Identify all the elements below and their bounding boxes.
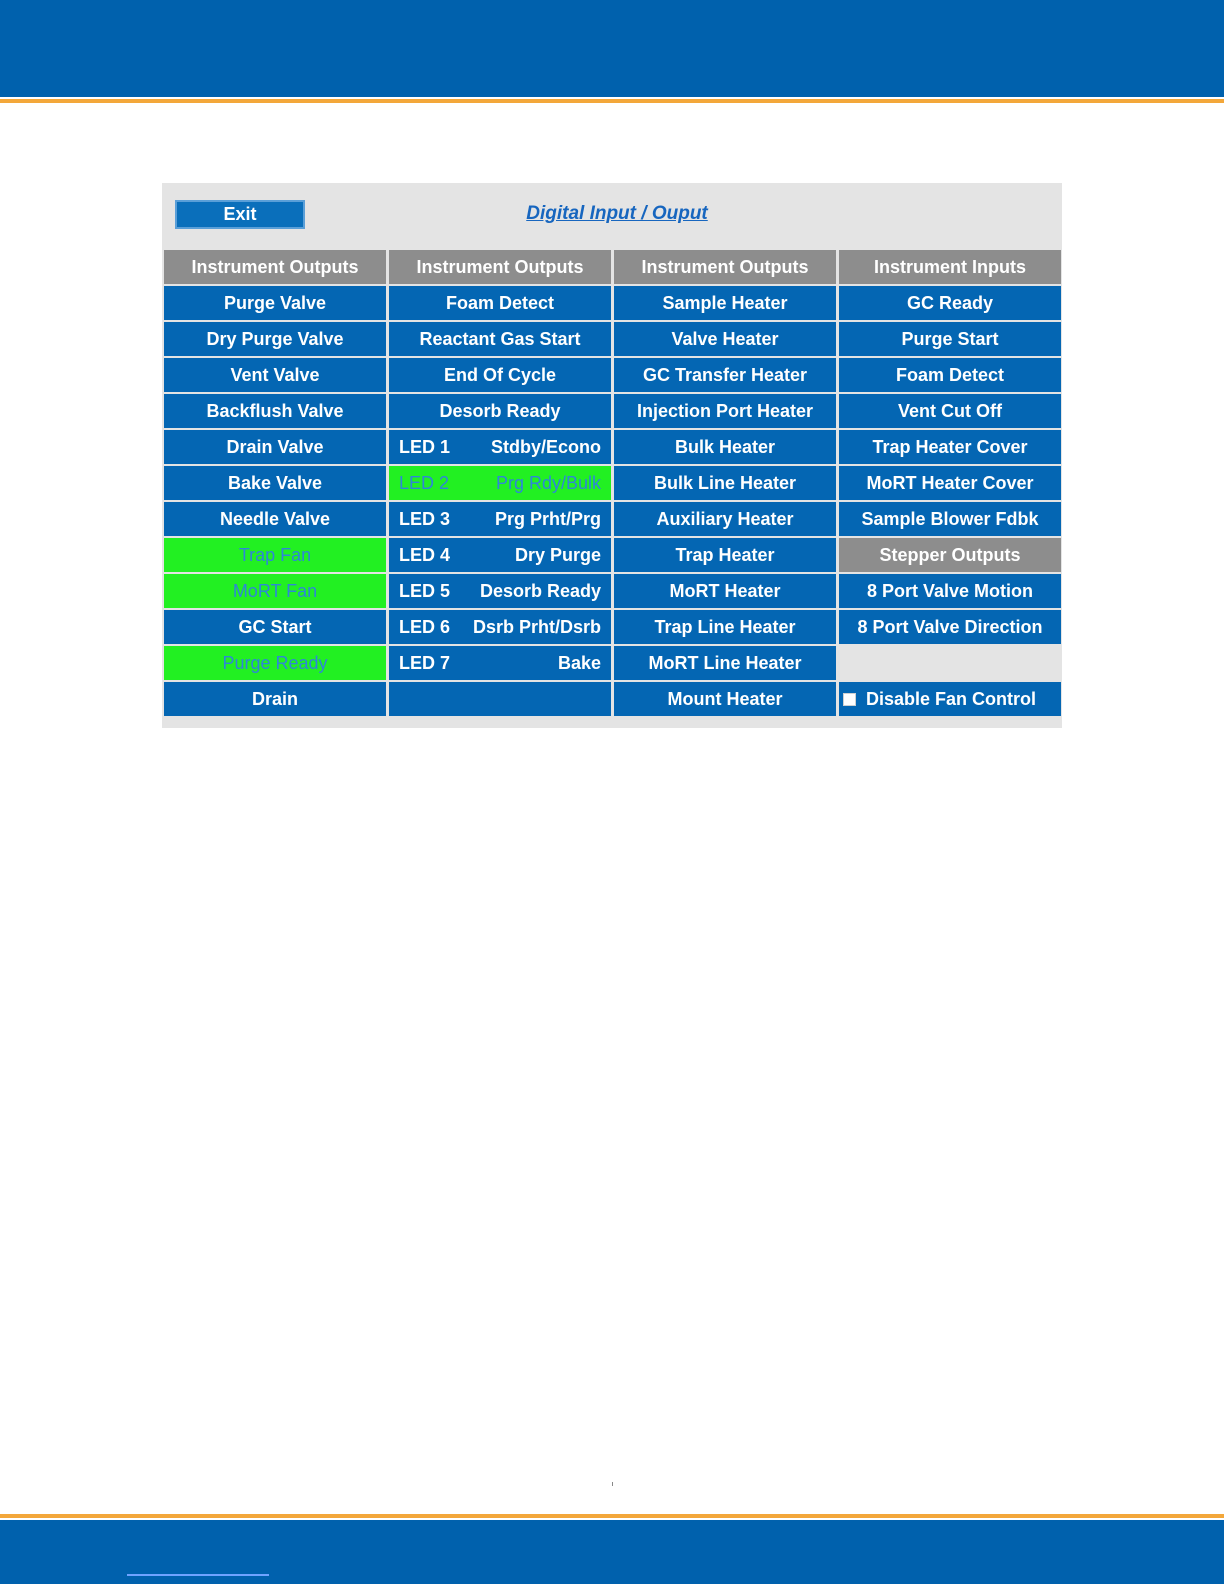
output-mort-line-heater[interactable]: MoRT Line Heater	[614, 646, 836, 680]
output-foam-detect[interactable]: Foam Detect	[389, 286, 611, 320]
led-label: Dsrb Prht/Dsrb	[472, 616, 601, 637]
footer-link-underline	[127, 1574, 269, 1576]
output-purge-valve[interactable]: Purge Valve	[164, 286, 386, 320]
led-label: Stdby/Econo	[490, 436, 601, 457]
column-header: Instrument Outputs	[389, 250, 611, 284]
output-desorb-ready[interactable]: Desorb Ready	[389, 394, 611, 428]
output-auxiliary-heater[interactable]: Auxiliary Heater	[614, 502, 836, 536]
output-purge-ready[interactable]: Purge Ready	[164, 646, 386, 680]
led-number: LED 7	[399, 652, 451, 673]
column-header: Instrument Outputs	[164, 250, 386, 284]
output-reactant-gas-start[interactable]: Reactant Gas Start	[389, 322, 611, 356]
led-led-1-toggle[interactable]	[389, 430, 611, 464]
input-vent-cut-off[interactable]: Vent Cut Off	[839, 394, 1061, 428]
led-number: LED 3	[399, 508, 451, 529]
empty-cell	[839, 646, 1061, 680]
led-label: Dry Purge	[514, 544, 601, 565]
input-gc-ready[interactable]: GC Ready	[839, 286, 1061, 320]
input-mort-heater-cover[interactable]: MoRT Heater Cover	[839, 466, 1061, 500]
column-header: Instrument Inputs	[839, 250, 1061, 284]
checkbox-label: Disable Fan Control	[866, 688, 1037, 709]
output-mount-heater[interactable]: Mount Heater	[614, 682, 836, 716]
output-end-of-cycle[interactable]: End Of Cycle	[389, 358, 611, 392]
output-vent-valve[interactable]: Vent Valve	[164, 358, 386, 392]
disable-fan-control-checkbox[interactable]	[839, 682, 1061, 716]
stepper-outputs-header: Stepper Outputs	[839, 538, 1061, 572]
output-bulk-heater[interactable]: Bulk Heater	[614, 430, 836, 464]
input-foam-detect[interactable]: Foam Detect	[839, 358, 1061, 392]
led-label: Bake	[557, 652, 601, 673]
output-sample-heater[interactable]: Sample Heater	[614, 286, 836, 320]
output-bake-valve[interactable]: Bake Valve	[164, 466, 386, 500]
input-purge-start[interactable]: Purge Start	[839, 322, 1061, 356]
led-led-4-toggle[interactable]	[389, 538, 611, 572]
output-gc-transfer-heater[interactable]: GC Transfer Heater	[614, 358, 836, 392]
led-led-3-toggle[interactable]	[389, 502, 611, 536]
stepper-8-port-valve-direction[interactable]: 8 Port Valve Direction	[839, 610, 1061, 644]
led-number: LED 4	[399, 544, 451, 565]
input-sample-blower-fdbk[interactable]: Sample Blower Fdbk	[839, 502, 1061, 536]
output-injection-port-heater[interactable]: Injection Port Heater	[614, 394, 836, 428]
output-trap-heater[interactable]: Trap Heater	[614, 538, 836, 572]
output-trap-fan[interactable]: Trap Fan	[164, 538, 386, 572]
led-number: LED 5	[399, 580, 451, 601]
led-number: LED 1	[399, 436, 451, 457]
led-led-7-toggle[interactable]	[389, 646, 611, 680]
led-label: Prg Rdy/Bulk	[495, 472, 601, 493]
output-gc-start[interactable]: GC Start	[164, 610, 386, 644]
led-number: LED 2	[399, 472, 450, 493]
output-drain[interactable]: Drain	[164, 682, 386, 716]
output-backflush-valve[interactable]: Backflush Valve	[164, 394, 386, 428]
column-header: Instrument Outputs	[614, 250, 836, 284]
header-band	[0, 0, 1224, 97]
output-bulk-line-heater[interactable]: Bulk Line Heater	[614, 466, 836, 500]
led-led-2-toggle[interactable]	[389, 466, 611, 500]
footer-accent-line	[0, 1514, 1224, 1518]
checkbox-icon[interactable]	[843, 693, 856, 706]
output-blank[interactable]	[389, 682, 611, 716]
led-led-5-toggle[interactable]	[389, 574, 611, 608]
page-mark	[612, 1482, 613, 1486]
output-mort-heater[interactable]: MoRT Heater	[614, 574, 836, 608]
input-trap-heater-cover[interactable]: Trap Heater Cover	[839, 430, 1061, 464]
led-number: LED 6	[399, 616, 451, 637]
header-accent-line	[0, 99, 1224, 103]
panel-title[interactable]: Digital Input / Ouput	[526, 203, 708, 224]
led-led-6-toggle[interactable]	[389, 610, 611, 644]
output-drain-valve[interactable]: Drain Valve	[164, 430, 386, 464]
led-label: Desorb Ready	[479, 580, 601, 601]
output-valve-heater[interactable]: Valve Heater	[614, 322, 836, 356]
digital-io-panel	[162, 183, 1062, 728]
stepper-8-port-valve-motion[interactable]: 8 Port Valve Motion	[839, 574, 1061, 608]
output-trap-line-heater[interactable]: Trap Line Heater	[614, 610, 836, 644]
output-mort-fan[interactable]: MoRT Fan	[164, 574, 386, 608]
output-needle-valve[interactable]: Needle Valve	[164, 502, 386, 536]
exit-button[interactable]: Exit	[175, 200, 305, 229]
led-label: Prg Prht/Prg	[494, 508, 601, 529]
output-dry-purge-valve[interactable]: Dry Purge Valve	[164, 322, 386, 356]
io-grid	[164, 250, 1061, 716]
